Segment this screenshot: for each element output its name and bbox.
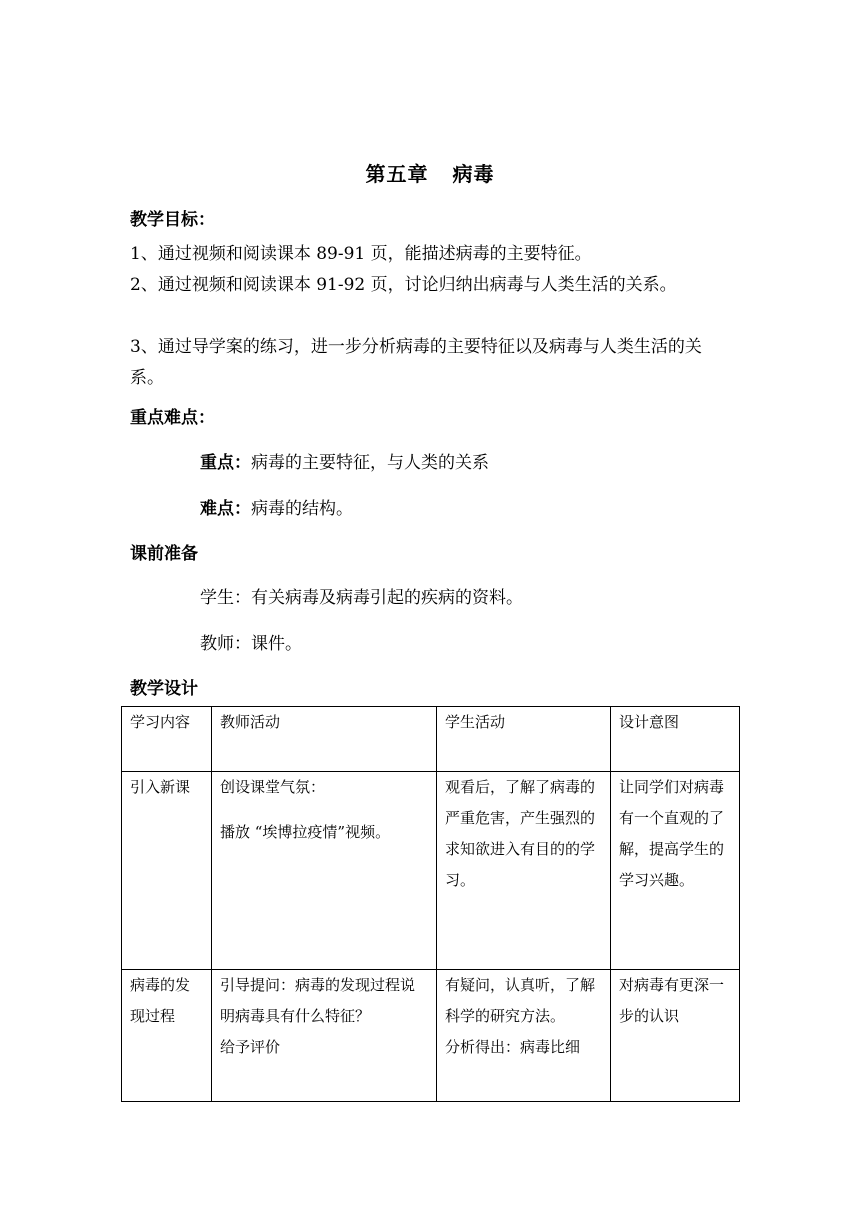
focus-text: 病毒的主要特征，与人类的关系 [251,453,489,473]
chapter-title [0,158,860,187]
teaching-design-table [121,706,740,1102]
preparation-student: 学生：有关病毒及病毒引起的疾病的资料。 [200,588,523,608]
focus-line [200,448,489,473]
key-points-heading: 重点难点： [130,408,215,428]
header-intent: 设计意图 [611,707,740,772]
preparation-teacher: 教师：课件。 [200,634,302,654]
table-header-row [122,707,740,772]
teacher-activity-line: 播放 “埃博拉疫情”视频。 [220,823,391,841]
focus-label: 重点： [200,453,251,473]
objective-2: 2、通过视频和阅读课本 91-92 页，讨论归纳出病毒与人类生活的关系。 [130,275,677,295]
design-heading: 教学设计 [130,679,198,699]
row-content: 病毒的发现过程 [122,970,212,1102]
row-teacher [212,970,437,1102]
row-student: 观看后，了解了病毒的严重危害，产生强烈的求知欲进入有目的的学习。 [437,772,611,970]
objective-1: 1、通过视频和阅读课本 89-91 页，能描述病毒的主要特征。 [130,244,592,264]
preparation-heading: 课前准备 [130,544,198,564]
difficulty-line [200,494,353,519]
row-teacher [212,772,437,970]
table-row [122,970,740,1102]
objective-3: 3、通过导学案的练习，进一步分析病毒的主要特征以及病毒与人类生活的关系。 [130,337,702,388]
row-student [437,970,611,1102]
chapter-name: 病毒 [452,162,495,186]
student-activity-line: 分析得出：病毒比细 [445,1038,581,1056]
teacher-activity-line: 引导提问：病毒的发现过程说明病毒具有什么特征？ [220,976,416,1025]
chapter-number: 第五章 [365,162,429,186]
header-teacher: 教师活动 [212,707,437,772]
teacher-activity-line: 给予评价 [220,1038,281,1056]
row-intent: 让同学们对病毒有一个直观的了解，提高学生的学习兴趣。 [611,772,740,970]
table-row [122,772,740,970]
teacher-activity-line: 创设课堂气氛： [220,778,326,796]
objectives-heading: 教学目标： [130,210,215,230]
row-intent: 对病毒有更深一步的认识 [611,970,740,1102]
difficulty-text: 病毒的结构。 [251,499,353,519]
header-content: 学习内容 [122,707,212,772]
difficulty-label: 难点： [200,499,251,519]
student-activity-line: 有疑问，认真听，了解科学的研究方法。 [445,976,596,1025]
header-student: 学生活动 [437,707,611,772]
row-content: 引入新课 [122,772,212,970]
